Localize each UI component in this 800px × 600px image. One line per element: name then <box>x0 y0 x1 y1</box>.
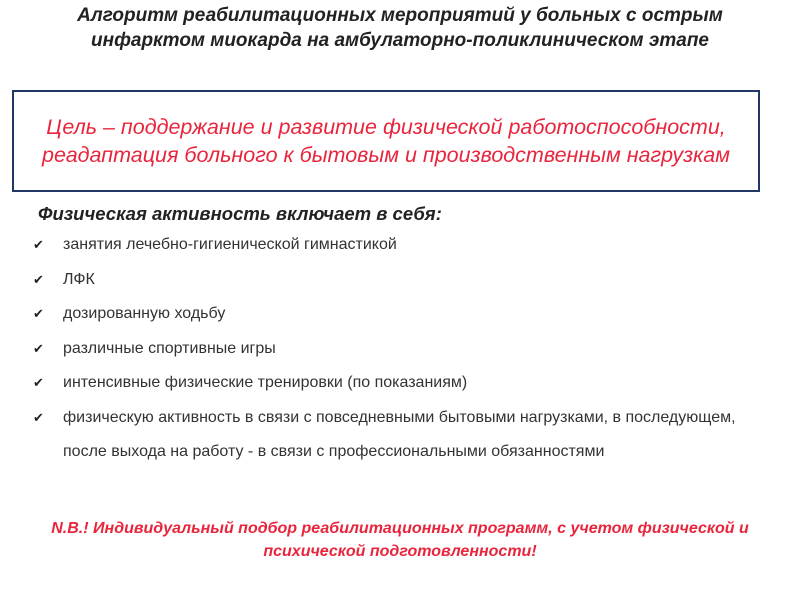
list-item <box>30 401 770 470</box>
check-icon: ✔ <box>33 271 44 287</box>
check-icon: ✔ <box>33 409 44 425</box>
list-item <box>30 332 770 367</box>
list-item-text: физическую активность в связи с повседневными бытовыми нагрузками, в последующем, после выхода на работу - в связи с профессиональными обязанностями <box>63 408 736 460</box>
goal-box <box>12 90 760 192</box>
check-icon: ✔ <box>33 375 44 390</box>
list-item-text: занятия лечебно-гигиенической гимнастикой <box>63 236 397 253</box>
list-item-text: ЛФК <box>63 270 95 288</box>
list-item-text: дозированную ходьбу <box>63 305 226 322</box>
list-item-text: интенсивные физические тренировки (по показаниям) <box>63 374 468 391</box>
check-icon: ✔ <box>33 340 44 356</box>
goal-text: Цель – поддержание и развитие физической работоспособности, реадаптация больного к бытовым и производственным нагрузкам <box>42 115 730 167</box>
check-icon: ✔ <box>33 306 44 321</box>
slide-title: Алгоритм реабилитационных мероприятий у больных с острым инфарктом миокарда на амбулаторно-поликлиническом этапе <box>77 5 723 51</box>
list-item-text: различные спортивные игры <box>63 339 276 357</box>
nb-note: N.B.! Индивидуальный подбор реабилитационных программ, с учетом физической и психической подготовленности! <box>51 520 749 560</box>
activity-heading: Физическая активность включает в себя: <box>38 203 442 224</box>
list-item <box>30 297 770 332</box>
list-item <box>30 263 770 298</box>
list-item <box>30 366 770 401</box>
activity-list <box>30 228 770 470</box>
list-item <box>30 228 770 263</box>
check-icon: ✔ <box>33 237 44 252</box>
